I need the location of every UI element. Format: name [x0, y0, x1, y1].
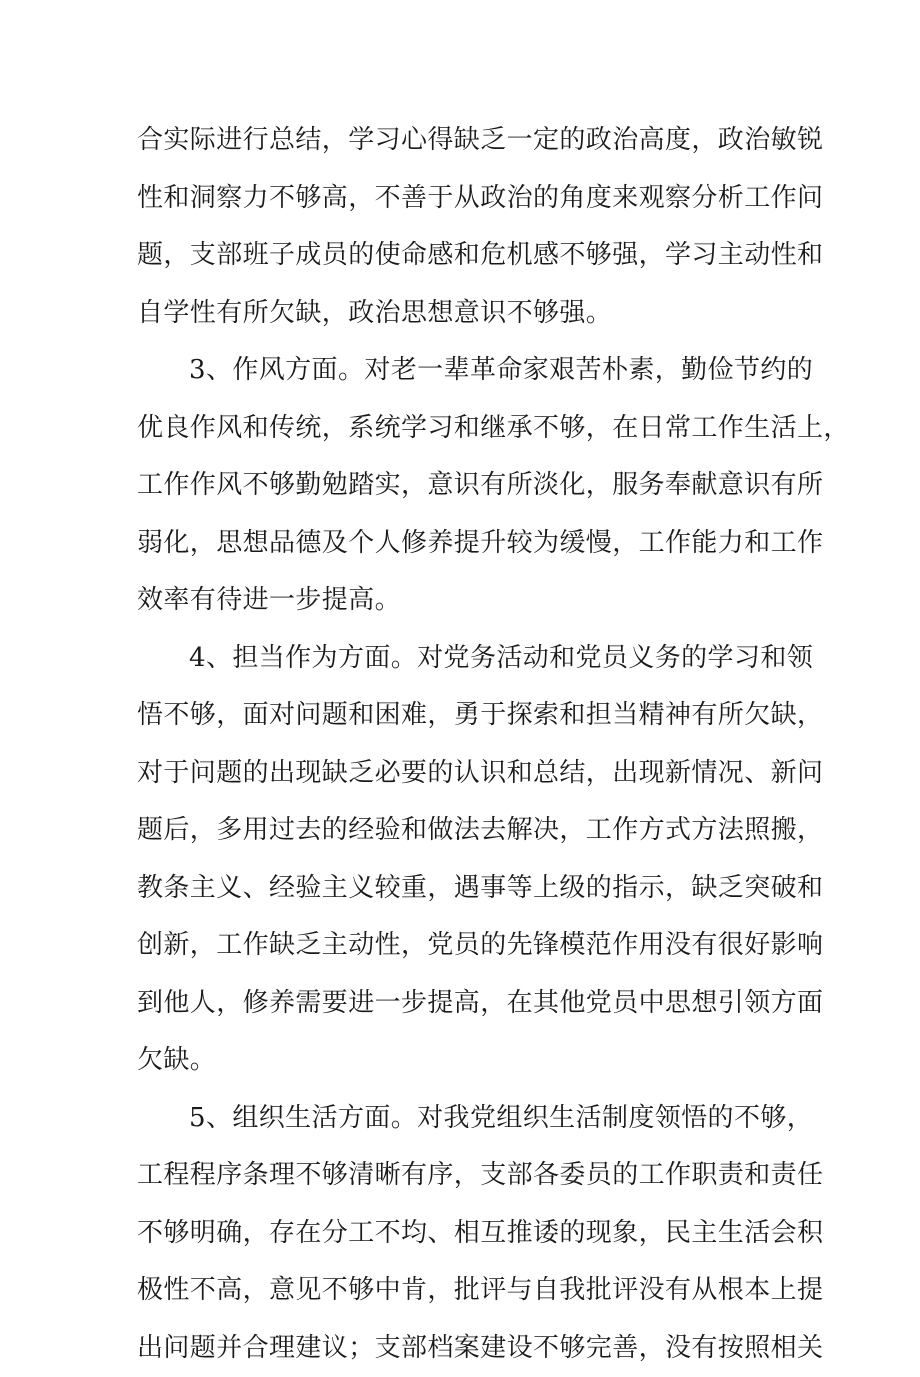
text-line: 极性不高，意见不够中肯，批评与自我批评没有从根本上提	[137, 1262, 797, 1320]
text-line: 题后，多用过去的经验和做法去解决，工作方式方法照搬，	[137, 802, 797, 860]
document-body	[137, 112, 797, 1377]
text-line: 教条主义、经验主义较重，遇事等上级的指示，缺乏突破和	[137, 860, 797, 918]
text-line: 欠缺。	[137, 1032, 797, 1090]
text-line: 效率有待进一步提高。	[137, 572, 797, 630]
text-line: 自学性有所欠缺，政治思想意识不够强。	[137, 285, 797, 343]
text-line: 悟不够，面对问题和困难，勇于探索和担当精神有所欠缺，	[137, 687, 797, 745]
text-line: 弱化，思想品德及个人修养提升较为缓慢，工作能力和工作	[137, 515, 797, 573]
text-line: 创新，工作缺乏主动性，党员的先锋模范作用没有很好影响	[137, 917, 797, 975]
text-line: 合实际进行总结，学习心得缺乏一定的政治高度，政治敏锐	[137, 112, 797, 170]
text-line: 工作作风不够勤勉踏实，意识有所淡化，服务奉献意识有所	[137, 457, 797, 515]
text-line: 不够明确，存在分工不均、相互推诿的现象，民主生活会积	[137, 1205, 797, 1263]
text-line: 5、组织生活方面。对我党组织生活制度领悟的不够，	[137, 1090, 797, 1148]
text-line: 到他人，修养需要进一步提高，在其他党员中思想引领方面	[137, 975, 797, 1033]
text-line: 4、担当作为方面。对党务活动和党员义务的学习和领	[137, 630, 797, 688]
text-line: 3、作风方面。对老一辈革命家艰苦朴素，勤俭节约的	[137, 342, 797, 400]
text-line: 性和洞察力不够高，不善于从政治的角度来观察分析工作问	[137, 170, 797, 228]
text-line: 工程程序条理不够清晰有序，支部各委员的工作职责和责任	[137, 1147, 797, 1205]
text-line: 优良作风和传统，系统学习和继承不够，在日常工作生活上，	[137, 400, 797, 458]
paragraph-work-style	[137, 342, 797, 630]
paragraph-organization-life	[137, 1090, 797, 1377]
text-line: 出问题并合理建议；支部档案建设不够完善，没有按照相关	[137, 1320, 797, 1377]
paragraph-continuation	[137, 112, 797, 342]
paragraph-responsibility	[137, 630, 797, 1090]
text-line: 题，支部班子成员的使命感和危机感不够强，学习主动性和	[137, 227, 797, 285]
text-line: 对于问题的出现缺乏必要的认识和总结，出现新情况、新问	[137, 745, 797, 803]
